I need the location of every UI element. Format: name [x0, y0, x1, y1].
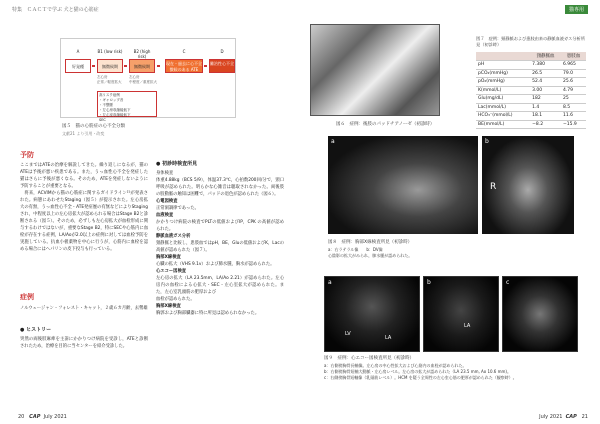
- risk-box: 高リスク症例 ・ギャロップ音 ・不整脈 ・左心房収縮能低下 ・左心室収縮能低下 SEC: [97, 91, 157, 117]
- exam-line: 心電図検査: [156, 199, 178, 204]
- cell: pH: [476, 61, 530, 70]
- echo-c: [502, 276, 578, 352]
- issue-date: July 2021: [43, 414, 67, 420]
- b2-note: 左心房 中程度／重度拡大: [129, 75, 157, 84]
- stage-box-b2: 無徴候期: [129, 59, 155, 73]
- xray-side-marker: R: [490, 182, 497, 192]
- stage-label: C: [182, 49, 186, 54]
- exam-line: 血栓が認められた。: [156, 297, 195, 302]
- table-row: [476, 120, 586, 129]
- cell: 79.0: [561, 69, 586, 78]
- exam-line: 胸郭および胸部臓器に特に所見は認められなかった。: [156, 311, 260, 316]
- figure8-caption: 図８ 症例：胸部X線検査所見（初診時）: [328, 240, 413, 245]
- arrow: [157, 65, 160, 67]
- table-row: [476, 112, 586, 121]
- figure5-source: 文献21 より引用・改変: [62, 131, 105, 136]
- case-profile: ノルウェージャン・フォレスト・キャット，２歳６カ月齢，去勢雄: [20, 306, 148, 311]
- exam-line: 静脈血液ガス分析: [156, 234, 191, 239]
- echo-a: [324, 276, 420, 352]
- cell: −8.2: [530, 120, 561, 129]
- page-header: 特集 ＣＡＣＴで学ぶ 犬と猫の心筋症: [12, 7, 99, 13]
- logo: CAP: [29, 414, 41, 420]
- table-row: [476, 95, 586, 104]
- figure8-subcaption: a：右ラテラル像 b：DV像 心陰影の拡大がみられ，肺水腫が認められた。: [328, 247, 413, 258]
- cell: pO₂(mmHg): [476, 78, 530, 87]
- issue-date: July 2021: [539, 414, 563, 420]
- stage-label: B2 (high risk): [133, 49, 151, 59]
- cell: 4.79: [561, 86, 586, 95]
- exam-line: 血液検査: [156, 213, 174, 218]
- cell: BE(mmol/L): [476, 120, 530, 129]
- cell: 25.6: [561, 78, 586, 87]
- exam-line: 胸部X線検査: [156, 255, 181, 260]
- echo-la-label: LA: [464, 323, 471, 329]
- blood-gas-table: [476, 52, 586, 129]
- cell: 11.6: [561, 112, 586, 121]
- category-tag: 猫専用: [565, 5, 588, 14]
- stage-label: B1 (low risk): [97, 49, 123, 54]
- cell: 182: [530, 95, 561, 104]
- cell: 26.5: [530, 69, 561, 78]
- exam-line: 頸静脈と比較し，患肢血ではpH，BE，Gluの低値およびK，Lacの高値が認められた（図７）。: [156, 241, 284, 253]
- page-footer: [18, 414, 67, 420]
- exam-line: 身体検査: [156, 171, 174, 176]
- stage-box-d: 難治性心不全: [209, 59, 235, 73]
- exam-line: 正常洞調律であった。: [156, 206, 199, 211]
- xray-label: a: [331, 138, 335, 145]
- cell: 1.4: [530, 103, 561, 112]
- b1-note: 左心房 正常／軽度拡大: [97, 75, 122, 84]
- figure6-caption: 図６ 症例：後肢のパッドチアノーゼ（初診時）: [336, 122, 435, 127]
- cell: 8.5: [561, 103, 586, 112]
- xray-lateral: [328, 136, 478, 234]
- cell: K(mmol/L): [476, 86, 530, 95]
- echo-label: c: [506, 279, 510, 286]
- table-row: [476, 69, 586, 78]
- table-header: 頸静脈血: [530, 52, 561, 61]
- right-page: [300, 0, 600, 424]
- history-text: 突然の両後肢麻痺を主訴にかかりつけ病院を受診し，ATEと診断されたため，治療を目的に当センターを紹介受診した。: [20, 337, 148, 349]
- exam-heading: ● 初診時検査所見: [156, 161, 198, 167]
- stage-box-b1: 無徴候期: [97, 59, 123, 73]
- cat-photo: [310, 24, 440, 116]
- page-number: 21: [581, 414, 588, 420]
- section-case: 症例: [20, 293, 34, 301]
- cell: pCO₂(mmHg): [476, 69, 530, 78]
- stage-label: A: [76, 49, 80, 54]
- cell: 7.380: [530, 61, 561, 70]
- staging-figure: [60, 38, 236, 122]
- exam-line: 心臓の拡大（VHS 9.1v）および肺水腫，胸水が認められた。: [156, 262, 275, 267]
- cell: HCO₃⁻(mmol/L): [476, 112, 530, 121]
- exam-list: [156, 170, 284, 395]
- cell: 18.1: [530, 112, 561, 121]
- page-number: 20: [18, 414, 25, 420]
- exam-line: 心エコー図検査: [156, 269, 187, 274]
- xray-label: b: [485, 138, 489, 145]
- exam-line: 左心房の拡大（LA 23.5mm，LA/Ao 2.21）が認められた。左心房内の血栓による心拡大・SEC・左心室拡大が認められた。また，左心室乳頭筋の肥厚および: [156, 276, 284, 295]
- table-row: [476, 61, 586, 70]
- xray-dv: [482, 136, 574, 234]
- exam-line: 胸部X線検査: [156, 304, 181, 309]
- stage-box-a: 好発種: [65, 59, 91, 73]
- cell: Lac(mmol/L): [476, 103, 530, 112]
- echo-label: a: [328, 279, 332, 286]
- cell: 3.00: [530, 86, 561, 95]
- echo-la-label: LA: [385, 335, 392, 341]
- echo-label: b: [427, 279, 431, 286]
- figure9-subcaption: a：右側傍胸骨長軸像。左心房の中心性拡大および心筋内の血栓が認められた。 b：右側傍胸骨短軸大動脈・左心房レベル。左心房の拡大が認められた（LA 23.5 mm, Ao 10.6 mm)。 c：右側傍胸骨短軸像（乳頭筋レベル）。HCM を疑う全周性の左心室心筋の肥厚が認められた（観察時）。: [324, 363, 517, 380]
- table-row: [476, 78, 586, 87]
- figure5-caption: 図５ 猫の心筋症の心不全分類: [62, 124, 125, 129]
- exam-line: 体重4.88kg（BCS 5/9），体温37.3℃，心拍数200回/分で，頸口呼吸が認められた。明らかな心雑音は聴取されなかった。両後肢の股動脈の触知は困難で，パッドの退色が認められた（図６）。: [156, 178, 284, 197]
- cell: 6.965: [561, 61, 586, 70]
- page-footer: [539, 414, 588, 420]
- cell: −15.9: [561, 120, 586, 129]
- figure9-caption: 図９ 症例：心エコー図検査所見（初診時）: [324, 356, 414, 361]
- cell: 52.4: [530, 78, 561, 87]
- table-header: 患肢血: [561, 52, 586, 61]
- history-heading: ● ヒストリー: [20, 327, 52, 333]
- echo-b: [423, 276, 499, 352]
- prevention-text: ここまではATEの治療を解説してきた。繰り返しになるが，猫のATEは予後が悪い疾患である。また，うっ血性心不全を発症した猫はさらに予後が悪くなる。そのため，ATEを発症しないように予防することが重要となる。 将来，ACVIMから猫の心筋症に関するガイドライン²¹が発表された。病態にあわせたStaging（図５）が提示された。左心房拡大の有無，うっ血性心不全・ATE発症歴の有無などによりStagingされ，中程度以上の左心房拡大が認められる場合はStage B2と診断される（図５）。そのため，必ずしも左心房拡大が血栓形成に関与するわけではないが，重要なStage B2，特にSECや心筋内に血栓が存在する症例，LA/Aoが2.0以上の症例に対しては血栓予防を実施している。抗血小板薬物を中心に行うが，心筋内に血栓を認める場合にはヘパリンの皮下投与も行っている。: [20, 163, 148, 252]
- arrow: [92, 65, 95, 67]
- section-prevention: 予防: [20, 151, 34, 159]
- figure7-title: 図７ 症例：頸静脈および患肢由来の静脈血液ガス分析所見（初診時）: [476, 36, 585, 47]
- arrow: [204, 65, 207, 67]
- arrow: [124, 65, 127, 67]
- echo-lv-label: LV: [345, 331, 351, 337]
- table-row: [476, 86, 586, 95]
- exam-line: かかりつけ病院の検査でPLTの低値およびIP，CPK の高値が認められた。: [156, 220, 284, 232]
- stage-box-c: 現在・過去に心不全徴候のある ATE: [166, 61, 202, 72]
- table-row: [476, 103, 586, 112]
- logo: CAP: [565, 414, 577, 420]
- cell: Glu(mg/dL): [476, 95, 530, 104]
- cell: 25: [561, 95, 586, 104]
- stage-label: D: [220, 49, 224, 54]
- table-header: [476, 52, 530, 61]
